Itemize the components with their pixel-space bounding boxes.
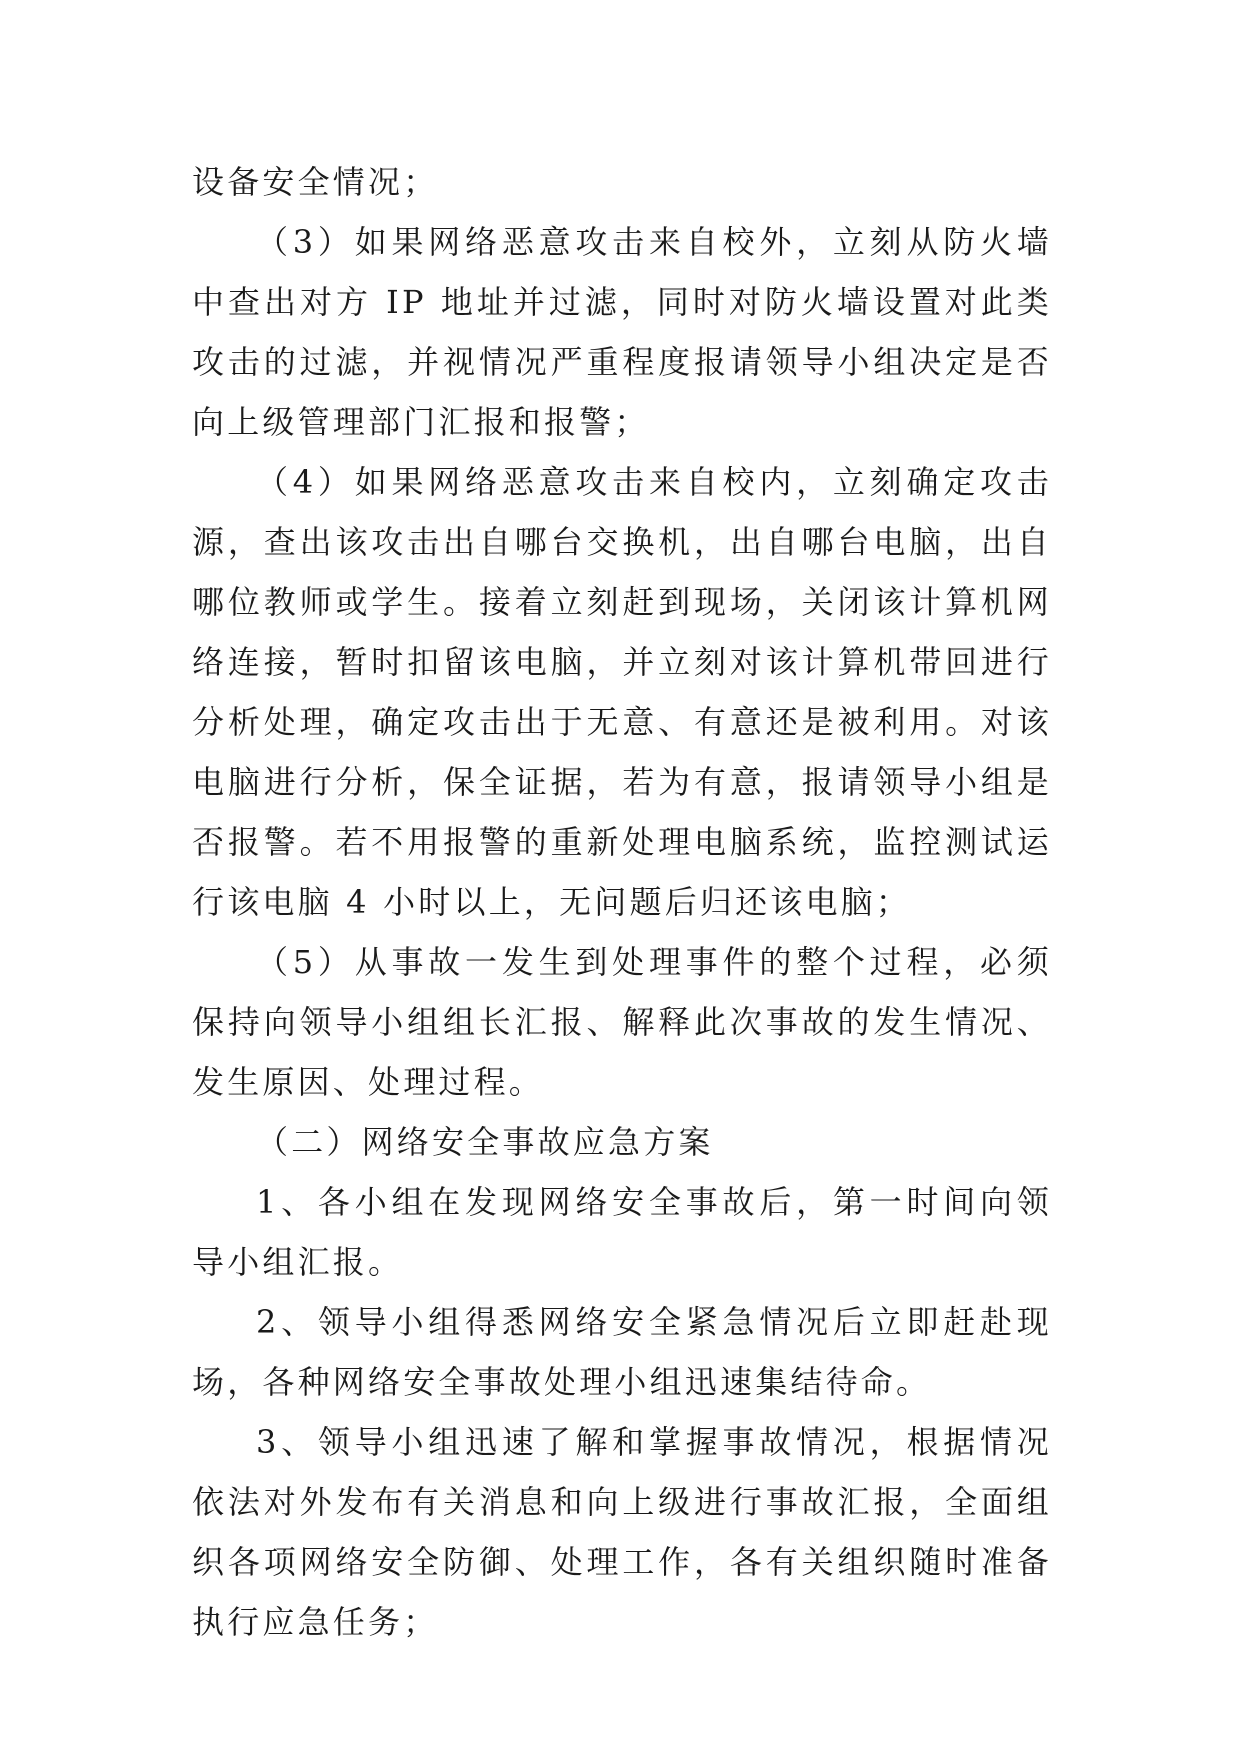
- section-heading: （二）网络安全事故应急方案: [256, 1123, 714, 1161]
- paragraph-continuation: 设备安全情况；: [192, 163, 439, 201]
- paragraph-step-3: 3、领导小组迅速了解和掌握事故情况，根据情况依法对外发布有关消息和向上级进行事故汇报，全面组织各项网络安全防御、处理工作，各有关组织随时准备执行应急任务；: [192, 1423, 1052, 1641]
- paragraph-item-3: （3）如果网络恶意攻击来自校外，立刻从防火墙中查出对方 IP 地址并过滤，同时对防火墙设置对此类攻击的过滤，并视情况严重程度报请领导小组决定是否向上级管理部门汇报和报警；: [192, 223, 1052, 441]
- paragraph-step-1: 1、各小组在发现网络安全事故后，第一时间向领导小组汇报。: [192, 1183, 1052, 1281]
- paragraph-item-5: （5）从事故一发生到处理事件的整个过程，必须保持向领导小组组长汇报、解释此次事故的发生情况、发生原因、处理过程。: [192, 943, 1052, 1101]
- paragraph-step-2: 2、领导小组得悉网络安全紧急情况后立即赶赴现场，各种网络安全事故处理小组迅速集结待命。: [192, 1303, 1052, 1401]
- paragraph-item-4: （4）如果网络恶意攻击来自校内，立刻确定攻击源，查出该攻击出自哪台交换机，出自哪台电脑，出自哪位教师或学生。接着立刻赶到现场，关闭该计算机网络连接，暂时扣留该电脑，并立刻对该计算机带回进行分析处理，确定攻击出于无意、有意还是被利用。对该电脑进行分析，保全证据，若为有意，报请领导小组是否报警。若不用报警的重新处理电脑系统，监控测试运行该电脑 4 小时以上，无问题后归还该电脑；: [192, 463, 1052, 921]
- document-body: [192, 152, 1052, 1652]
